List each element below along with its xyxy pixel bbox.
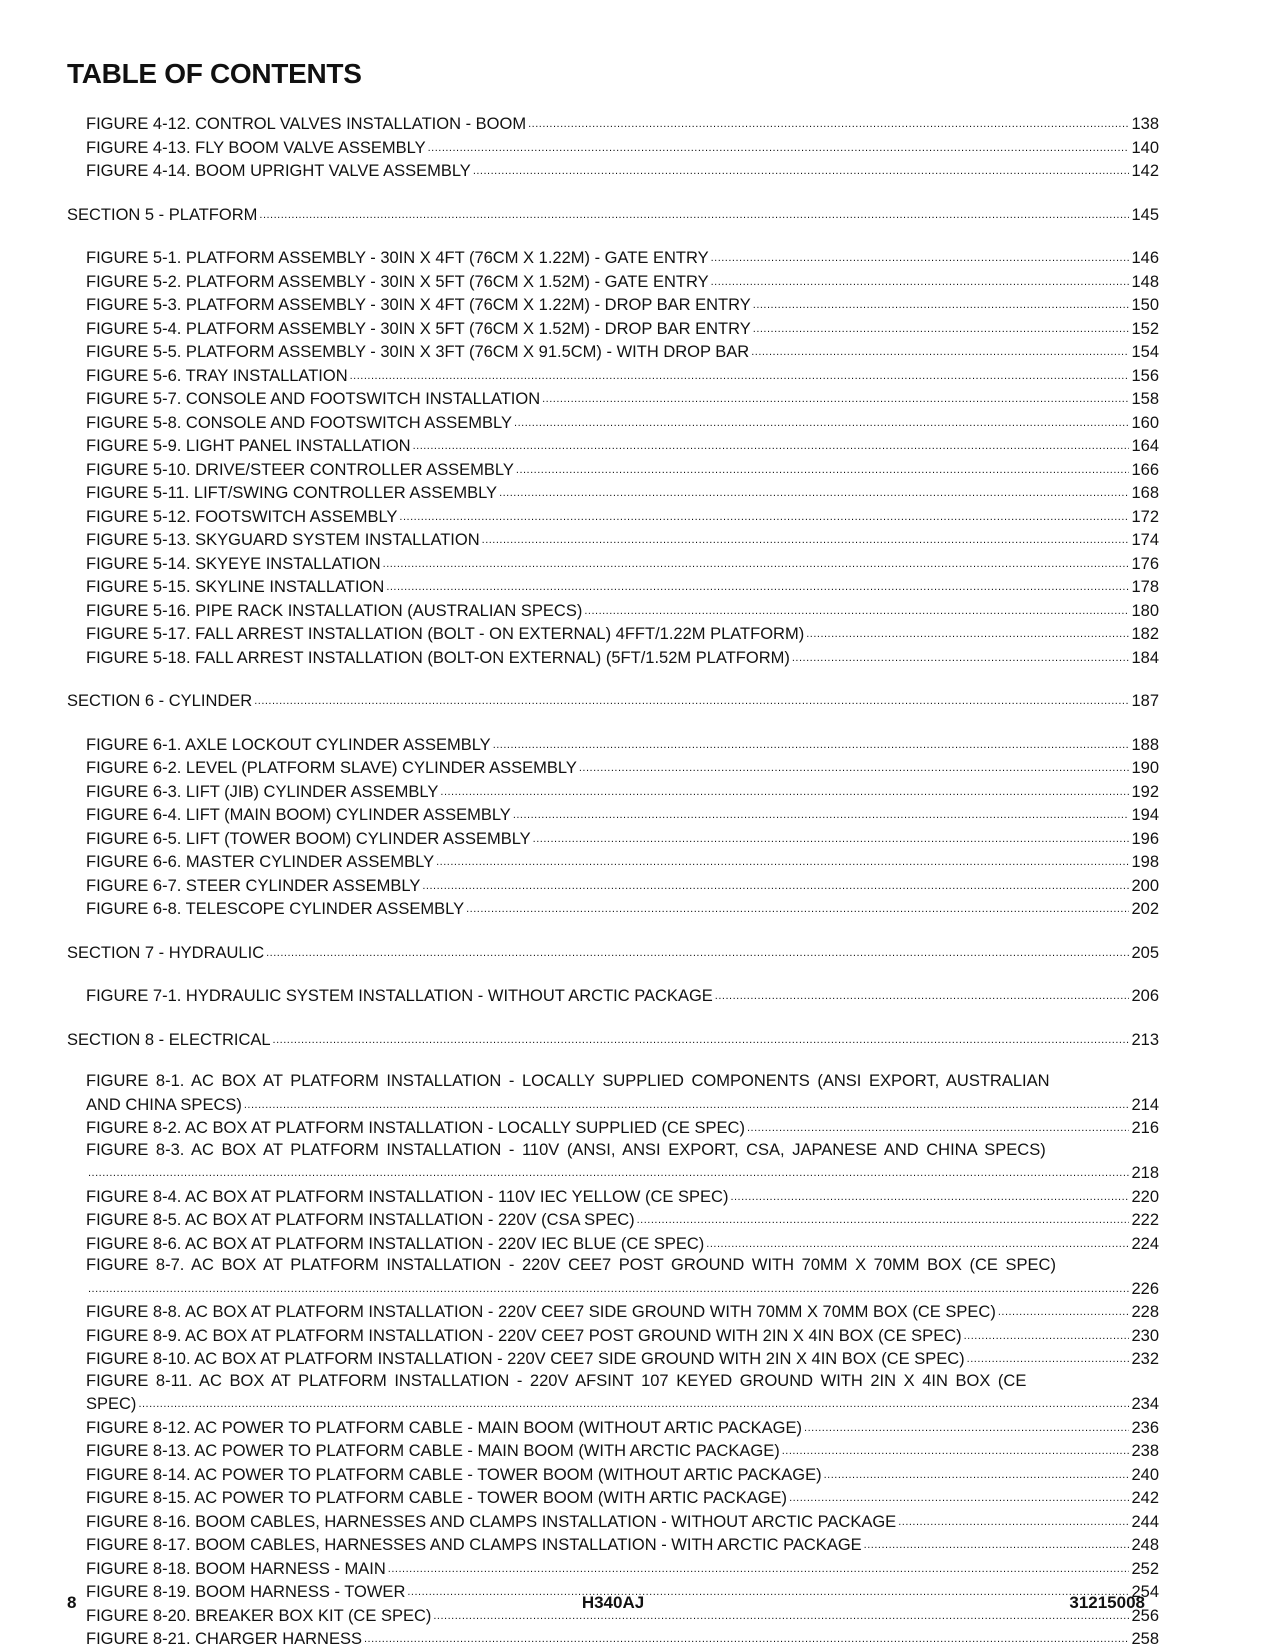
toc-entry-page: 236 [1131, 1418, 1159, 1437]
toc-entry-page: 222 [1131, 1211, 1159, 1229]
dot-leader [388, 1557, 1130, 1581]
toc-entry-page: 242 [1131, 1489, 1159, 1507]
toc-entry[interactable] [67, 112, 1159, 136]
toc-entry-title: FIGURE 6-5. LIFT (TOWER BOOM) CYLINDER ASSEMBLY [86, 829, 531, 848]
toc-entry-title: FIGURE 8-16. BOOM CABLES, HARNESSES AND CLAMPS INSTALLATION - WITHOUT ARCTIC PACKAGE [86, 1512, 897, 1531]
toc-entry[interactable] [67, 1371, 1159, 1416]
toc-entry-title: SECTION 6 - CYLINDER [67, 692, 253, 710]
toc-entry[interactable] [67, 1439, 1159, 1463]
toc-entry-title: FIGURE 8-17. BOOM CABLES, HARNESSES AND CLAMPS INSTALLATION - WITH ARCTIC PACKAGE [86, 1536, 862, 1554]
toc-entry[interactable] [67, 622, 1159, 646]
toc-entry-page: 146 [1131, 249, 1159, 267]
toc-entry[interactable] [67, 1185, 1159, 1209]
toc-entry-page: 234 [1131, 1395, 1159, 1413]
toc-entry-page: 145 [1131, 205, 1159, 224]
toc-entry-page: 220 [1131, 1187, 1159, 1206]
toc-entry-title: FIGURE 8-11. AC BOX AT PLATFORM INSTALLATION - 220V AFSINT 107 KEYED GROUND WITH 2IN X 4IN BOX (CE [86, 1371, 1027, 1390]
dot-leader [466, 897, 1129, 921]
footer-page-number: 8 [67, 1593, 77, 1612]
toc-entry-title-continued: AND CHINA SPECS) [86, 1095, 242, 1114]
toc-entry-page: 213 [1131, 1030, 1159, 1049]
toc-entry[interactable] [67, 1071, 1159, 1116]
footer-doc-number: 31215008 [1069, 1593, 1145, 1612]
toc-entry-title: FIGURE 5-6. TRAY INSTALLATION [86, 366, 348, 385]
toc-entry[interactable] [67, 575, 1159, 599]
toc-entry-title: FIGURE 8-18. BOOM HARNESS - MAIN [86, 1559, 386, 1578]
toc-entry-title: FIGURE 8-21. CHARGER HARNESS [86, 1630, 362, 1648]
dot-leader [350, 364, 1130, 388]
dot-leader [806, 622, 1129, 646]
toc-entry-page: 178 [1131, 578, 1159, 596]
toc-entry-title: FIGURE 8-10. AC BOX AT PLATFORM INSTALLATION - 220V CEE7 SIDE GROUND WITH 2IN X 4IN BOX (CE SPEC) [86, 1350, 965, 1368]
dot-leader [967, 1347, 1130, 1371]
toc-section-entry[interactable] [67, 689, 1159, 713]
toc-entry-title: FIGURE 5-17. FALL ARREST INSTALLATION (BOLT - ON EXTERNAL) 4FFT/1.22M PLATFORM) [86, 625, 805, 643]
dot-leader [436, 850, 1129, 874]
toc-entry[interactable] [67, 803, 1159, 827]
dot-leader [440, 780, 1129, 804]
toc-entry-page: 176 [1131, 554, 1159, 573]
toc-entry-page: 184 [1131, 648, 1159, 667]
toc-entry-title: FIGURE 6-1. AXLE LOCKOUT CYLINDER ASSEMBLY [86, 735, 491, 754]
toc-entry-page: 224 [1131, 1234, 1159, 1253]
toc-entry-page: 190 [1131, 759, 1159, 777]
toc-entry-title: FIGURE 8-3. AC BOX AT PLATFORM INSTALLATION - 110V (ANSI, ANSI EXPORT, CSA, JAPANESE AND CHINA SPECS) [86, 1140, 1046, 1159]
toc-entry-title: FIGURE 5-12. FOOTSWITCH ASSEMBLY [86, 507, 398, 526]
toc-entry-page: 148 [1131, 272, 1159, 291]
toc-entry-page: 182 [1131, 625, 1159, 643]
toc-entry-page: 228 [1131, 1303, 1159, 1321]
toc-entry-title: FIGURE 8-1. AC BOX AT PLATFORM INSTALLATION - LOCALLY SUPPLIED COMPONENTS (ANSI EXPORT, AUSTRALIAN [86, 1072, 1050, 1090]
toc-entry[interactable] [67, 1463, 1159, 1487]
dot-leader [88, 1161, 1129, 1185]
toc-entry[interactable] [67, 246, 1159, 270]
toc-entry-page: 150 [1131, 296, 1159, 314]
toc-entry-page: 156 [1131, 366, 1159, 385]
toc-entry-title: FIGURE 8-13. AC POWER TO PLATFORM CABLE - MAIN BOOM (WITH ARCTIC PACKAGE) [86, 1442, 780, 1460]
toc-entry-title: FIGURE 6-7. STEER CYLINDER ASSEMBLY [86, 876, 421, 895]
toc-entry-title: FIGURE 5-14. SKYEYE INSTALLATION [86, 554, 381, 573]
dot-leader [513, 803, 1130, 827]
toc-entry[interactable] [67, 756, 1159, 780]
dot-leader [864, 1533, 1130, 1557]
toc-entry-page: 202 [1131, 900, 1159, 918]
toc-entry-title: FIGURE 5-15. SKYLINE INSTALLATION [86, 578, 385, 596]
toc-entry[interactable] [67, 1300, 1159, 1324]
toc-entry-page: 140 [1131, 138, 1159, 157]
toc-entry-page: 230 [1131, 1326, 1159, 1345]
toc-entry-page: 248 [1131, 1536, 1159, 1554]
dot-leader [399, 505, 1129, 529]
toc-entry-title: FIGURE 8-2. AC BOX AT PLATFORM INSTALLATION - LOCALLY SUPPLIED (CE SPEC) [86, 1119, 745, 1137]
dot-leader [789, 1486, 1129, 1510]
toc-entry-page: 192 [1131, 782, 1159, 801]
dot-leader [386, 575, 1129, 599]
toc-entry-page: 187 [1131, 692, 1159, 710]
toc-entry-title: SECTION 5 - PLATFORM [67, 205, 258, 224]
dot-leader [473, 159, 1130, 183]
toc-entry-page: 232 [1131, 1350, 1159, 1368]
toc-section-entry[interactable] [67, 1028, 1159, 1052]
toc-entry-page: 194 [1131, 806, 1159, 824]
dot-leader [516, 458, 1130, 482]
dot-leader [422, 874, 1129, 898]
dot-leader [88, 1277, 1129, 1301]
toc-entry-title: FIGURE 6-2. LEVEL (PLATFORM SLAVE) CYLINDER ASSEMBLY [86, 759, 577, 777]
footer-model: H340AJ [581, 1593, 645, 1612]
toc-entry-page: 142 [1131, 162, 1159, 180]
toc-entry[interactable] [67, 1208, 1159, 1232]
toc-entry[interactable] [67, 1232, 1159, 1256]
toc-entry[interactable] [67, 458, 1159, 482]
page-title: TABLE OF CONTENTS [67, 58, 362, 89]
dot-leader [711, 246, 1130, 270]
toc-entry-page: 180 [1131, 601, 1159, 620]
dot-leader [542, 387, 1129, 411]
dot-leader [753, 293, 1130, 317]
dot-leader [753, 317, 1130, 341]
dot-leader [244, 1093, 1130, 1117]
toc-entry-page: 138 [1131, 115, 1159, 133]
toc-entry-title: FIGURE 5-1. PLATFORM ASSEMBLY - 30IN X 4FT (76CM X 1.22M) - GATE ENTRY [86, 249, 709, 267]
toc-entry-title-continued: SPEC) [86, 1395, 137, 1413]
toc-section-entry[interactable] [67, 203, 1159, 227]
toc-entry-page: 226 [1131, 1279, 1159, 1298]
toc-entry[interactable] [67, 599, 1159, 623]
toc-entry[interactable] [67, 1416, 1159, 1440]
toc-entry[interactable] [67, 411, 1159, 435]
toc-entry-title: FIGURE 6-6. MASTER CYLINDER ASSEMBLY [86, 853, 435, 871]
toc-entry[interactable] [67, 1557, 1159, 1581]
dot-leader [273, 1028, 1130, 1052]
toc-entry-page: 200 [1131, 876, 1159, 895]
toc-entry[interactable] [67, 984, 1159, 1008]
toc-entry-title: FIGURE 5-8. CONSOLE AND FOOTSWITCH ASSEMBLY [86, 413, 513, 432]
toc-entry[interactable] [67, 1140, 1159, 1185]
toc-entry[interactable] [67, 1533, 1159, 1557]
toc-entry[interactable] [67, 434, 1159, 458]
toc-entry-title: FIGURE 8-14. AC POWER TO PLATFORM CABLE - TOWER BOOM (WITHOUT ARTIC PACKAGE) [86, 1465, 822, 1484]
toc-entry-title: FIGURE 8-15. AC POWER TO PLATFORM CABLE - TOWER BOOM (WITH ARTIC PACKAGE) [86, 1489, 788, 1507]
toc-entry-title: FIGURE 4-13. FLY BOOM VALVE ASSEMBLY [86, 138, 426, 157]
toc-entry[interactable] [67, 317, 1159, 341]
toc-entry-page: 240 [1131, 1465, 1159, 1484]
dot-leader [898, 1510, 1129, 1534]
toc-entry[interactable] [67, 552, 1159, 576]
toc-entry-title: FIGURE 8-5. AC BOX AT PLATFORM INSTALLATION - 220V (CSA SPEC) [86, 1211, 635, 1229]
dot-leader [706, 1232, 1129, 1256]
dot-leader [792, 646, 1130, 670]
toc-entry[interactable] [67, 136, 1159, 160]
toc-entry-title: FIGURE 8-8. AC BOX AT PLATFORM INSTALLATION - 220V CEE7 SIDE GROUND WITH 70MM X 70MM BOX (CE SPEC) [86, 1303, 996, 1321]
toc-entry-page: 188 [1131, 735, 1159, 754]
toc-entry[interactable] [67, 364, 1159, 388]
toc-entry-title: FIGURE 8-6. AC BOX AT PLATFORM INSTALLATION - 220V IEC BLUE (CE SPEC) [86, 1234, 705, 1253]
toc-entry[interactable] [67, 850, 1159, 874]
toc-entry-title: FIGURE 5-4. PLATFORM ASSEMBLY - 30IN X 5FT (76CM X 1.52M) - DROP BAR ENTRY [86, 319, 751, 338]
toc-entry-title: FIGURE 5-18. FALL ARREST INSTALLATION (BOLT-ON EXTERNAL) (5FT/1.52M PLATFORM) [86, 648, 790, 667]
toc-entry-title: FIGURE 5-5. PLATFORM ASSEMBLY - 30IN X 3FT (76CM X 91.5CM) - WITH DROP BAR [86, 343, 750, 361]
toc-entry-page: 206 [1131, 987, 1159, 1005]
toc-entry-title: FIGURE 5-3. PLATFORM ASSEMBLY - 30IN X 4FT (76CM X 1.22M) - DROP BAR ENTRY [86, 296, 751, 314]
dot-leader [637, 1208, 1130, 1232]
toc-entry-title: FIGURE 5-13. SKYGUARD SYSTEM INSTALLATION [86, 531, 480, 549]
toc-entry[interactable] [67, 293, 1159, 317]
toc-entry-title: FIGURE 5-10. DRIVE/STEER CONTROLLER ASSEMBLY [86, 460, 514, 479]
dot-leader [528, 112, 1129, 136]
toc-entry[interactable] [67, 827, 1159, 851]
toc-entry[interactable] [67, 733, 1159, 757]
dot-leader [782, 1439, 1130, 1463]
toc-entry-page: 164 [1131, 437, 1159, 455]
toc-entry-page: 256 [1131, 1606, 1159, 1625]
toc-entry-title: FIGURE 4-14. BOOM UPRIGHT VALVE ASSEMBLY [86, 162, 471, 180]
dot-leader [533, 827, 1130, 851]
toc-entry[interactable] [67, 646, 1159, 670]
toc-entry-title: FIGURE 4-12. CONTROL VALVES INSTALLATION - BOOM [86, 115, 527, 133]
toc-entry-page: 160 [1131, 413, 1159, 432]
toc-entry[interactable] [67, 1347, 1159, 1371]
toc-entry-page: 205 [1131, 943, 1159, 962]
dot-leader [514, 411, 1129, 435]
dot-leader [413, 434, 1130, 458]
toc-entry[interactable] [67, 874, 1159, 898]
dot-leader [364, 1627, 1129, 1651]
dot-leader [584, 599, 1129, 623]
toc-section-entry[interactable] [67, 941, 1159, 965]
toc-entry-title: FIGURE 8-12. AC POWER TO PLATFORM CABLE - MAIN BOOM (WITHOUT ARTIC PACKAGE) [86, 1418, 803, 1437]
toc-entry-page: 198 [1131, 853, 1159, 871]
dot-leader [804, 1416, 1129, 1440]
toc-entry-title: SECTION 8 - ELECTRICAL [67, 1030, 271, 1049]
toc-entry-title: FIGURE 5-16. PIPE RACK INSTALLATION (AUSTRALIAN SPECS) [86, 601, 583, 620]
toc-entry-title: FIGURE 6-4. LIFT (MAIN BOOM) CYLINDER ASSEMBLY [86, 806, 511, 824]
toc-entry-title: FIGURE 5-7. CONSOLE AND FOOTSWITCH INSTALLATION [86, 390, 541, 408]
table-of-contents [67, 112, 1159, 1651]
toc-entry-title: FIGURE 8-4. AC BOX AT PLATFORM INSTALLATION - 110V IEC YELLOW (CE SPEC) [86, 1187, 729, 1206]
toc-entry-page: 172 [1131, 507, 1159, 526]
toc-entry-title: SECTION 7 - HYDRAULIC [67, 943, 265, 962]
toc-entry-page: 244 [1131, 1512, 1159, 1531]
toc-entry[interactable] [67, 481, 1159, 505]
dot-leader [259, 203, 1129, 227]
toc-entry-page: 166 [1131, 460, 1159, 479]
toc-entry-title: FIGURE 7-1. HYDRAULIC SYSTEM INSTALLATION - WITHOUT ARCTIC PACKAGE [86, 987, 713, 1005]
toc-entry-page: 252 [1131, 1559, 1159, 1578]
dot-leader [730, 1185, 1129, 1209]
dot-leader [998, 1300, 1130, 1324]
toc-entry-title: FIGURE 5-9. LIGHT PANEL INSTALLATION [86, 437, 411, 455]
toc-entry-page: 254 [1131, 1583, 1159, 1601]
dot-leader [499, 481, 1129, 505]
toc-entry[interactable] [67, 1324, 1159, 1348]
toc-entry-page: 154 [1131, 343, 1159, 361]
toc-entry[interactable] [67, 1486, 1159, 1510]
dot-leader [254, 689, 1129, 713]
toc-entry-page: 196 [1131, 829, 1159, 848]
dot-leader [428, 136, 1130, 160]
toc-entry-title: FIGURE 8-19. BOOM HARNESS - TOWER [86, 1583, 406, 1601]
dot-leader [579, 756, 1130, 780]
dot-leader [964, 1324, 1130, 1348]
dot-leader [493, 733, 1130, 757]
dot-leader [747, 1116, 1130, 1140]
toc-entry[interactable] [67, 159, 1159, 183]
toc-entry[interactable] [67, 897, 1159, 921]
dot-leader [482, 528, 1130, 552]
toc-entry[interactable] [67, 1116, 1159, 1140]
toc-entry[interactable] [67, 780, 1159, 804]
toc-entry-title: FIGURE 8-7. AC BOX AT PLATFORM INSTALLATION - 220V CEE7 POST GROUND WITH 70MM X 70MM BOX (CE SPEC) [86, 1256, 1056, 1274]
toc-entry[interactable] [67, 1510, 1159, 1534]
toc-entry-page: 218 [1131, 1164, 1159, 1182]
toc-entry[interactable] [67, 387, 1159, 411]
dot-leader [266, 941, 1129, 965]
dot-leader [715, 984, 1130, 1008]
toc-entry-page: 214 [1131, 1095, 1159, 1114]
dot-leader [824, 1463, 1130, 1487]
dot-leader [383, 552, 1130, 576]
dot-leader [138, 1392, 1129, 1416]
toc-entry-page: 174 [1131, 531, 1159, 549]
toc-entry-page: 216 [1131, 1119, 1159, 1137]
toc-entry-page: 238 [1131, 1442, 1159, 1460]
toc-entry[interactable] [67, 1255, 1159, 1300]
toc-entry[interactable] [67, 270, 1159, 294]
toc-entry-title: FIGURE 8-9. AC BOX AT PLATFORM INSTALLATION - 220V CEE7 POST GROUND WITH 2IN X 4IN BOX (CE SPEC) [86, 1326, 962, 1345]
toc-entry[interactable] [67, 505, 1159, 529]
toc-entry-page: 258 [1131, 1630, 1159, 1648]
toc-entry[interactable] [67, 528, 1159, 552]
dot-leader [751, 340, 1129, 364]
toc-entry[interactable] [67, 340, 1159, 364]
toc-entry-title: FIGURE 6-8. TELESCOPE CYLINDER ASSEMBLY [86, 900, 465, 918]
dot-leader [711, 270, 1130, 294]
toc-entry-title: FIGURE 8-20. BREAKER BOX KIT (CE SPEC) [86, 1606, 432, 1625]
toc-entry-page: 168 [1131, 484, 1159, 502]
toc-entry-page: 152 [1131, 319, 1159, 338]
toc-entry-title: FIGURE 5-11. LIFT/SWING CONTROLLER ASSEMBLY [86, 484, 498, 502]
toc-entry-title: FIGURE 5-2. PLATFORM ASSEMBLY - 30IN X 5FT (76CM X 1.52M) - GATE ENTRY [86, 272, 709, 291]
toc-entry[interactable] [67, 1627, 1159, 1651]
toc-entry-title: FIGURE 6-3. LIFT (JIB) CYLINDER ASSEMBLY [86, 782, 439, 801]
toc-entry-page: 158 [1131, 390, 1159, 408]
